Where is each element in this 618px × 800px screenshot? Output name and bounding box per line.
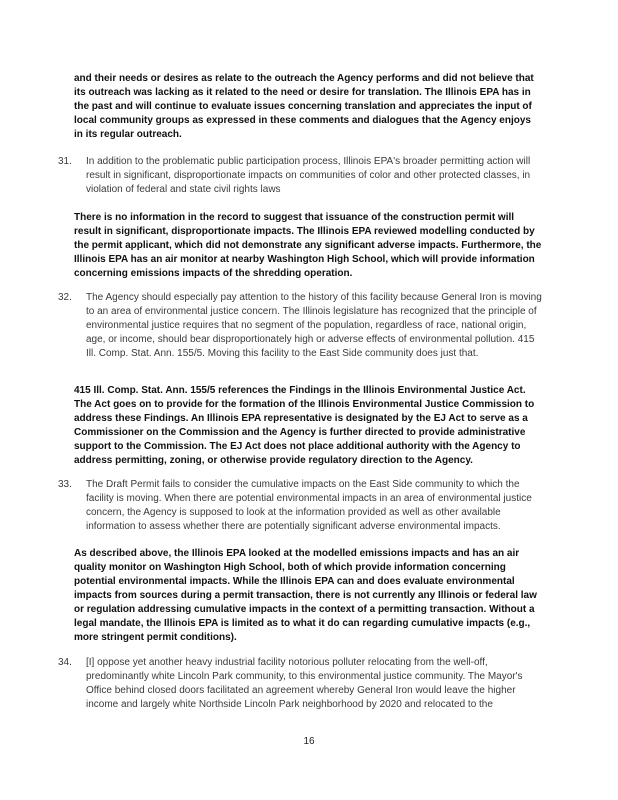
comment-33: The Draft Permit fails to consider the cumulative impacts on the East Side community to which the facility is moving. When there are potential environmental impacts in an area of environmental justice concern, the Agency is supposed to look at the information provided as well as other available information to assess whether there are potentially significant adverse environmental impacts. <box>86 479 532 532</box>
comment-31: In addition to the problematic public participation process, Illinois EPA's broader permitting action will result in significant, disproportionate impacts on communities of color and other protected classes, in violation of federal and state civil rights laws <box>86 156 531 195</box>
page-number: 16 <box>303 736 315 747</box>
item-number-32: 32. <box>58 292 72 303</box>
item-number-31: 31. <box>58 156 72 167</box>
item-number-34: 34. <box>58 657 72 668</box>
response-33: As described above, the Illinois EPA looked at the modelled emissions impacts and has an air quality monitor on Washington High School, both of which provide information concerning potential environmental impacts. While the Illinois EPA can and does evaluate environmental impacts from sources during a permit transaction, there is not currently any Illinois or federal law or regulation addressing cumulative impacts in the context of a permitting transaction. Without a legal mandate, the Illinois EPA is limited as to what it do can regarding cumulative impacts (e.g., more stringent permit conditions). <box>74 548 537 643</box>
response-31: There is no information in the record to suggest that issuance of the construction permit will result in significant, disproportionate impacts. The Illinois EPA reviewed modelling conducted by the permit applicant, which did not demonstrate any significant adverse impacts. Furthermore, the Illinois EPA has an air monitor at nearby Washington High School, which will provide information concerning emissions impacts of the shredding operation. <box>74 212 542 279</box>
response-32: 415 Ill. Comp. Stat. Ann. 155/5 references the Findings in the Illinois Environmental Justice Act. The Act goes on to provide for the formation of the Illinois Environmental Justice Commission to address these Findings. An Illinois EPA representative is designated by the EJ Act to serve as a Commissioner on the Commission and the Agency is further directed to provide administrative support to the Commission. The EJ Act does not place additional authority with the Agency to address permitting, zoning, or otherwise provide regulatory direction to the Agency. <box>74 385 535 466</box>
response-continuation: and their needs or desires as relate to the outreach the Agency performs and did not believe that its outreach was lacking as it related to the need or desire for translation. The Illinois EPA has in the past and will continue to evaluate issues concerning translation and appreciates the input of local community groups as expressed in these comments and dialogues that the Agency enjoys in its regular outreach. <box>74 73 534 140</box>
item-number-33: 33. <box>58 479 72 490</box>
comment-34: [I] oppose yet another heavy industrial facility notorious polluter relocating from the well-off, predominantly white Lincoln Park community, to this environmental justice community. The Mayor's Office behind closed doors facilitated an agreement whereby General Iron would leave the higher income and largely white Northside Lincoln Park neighborhood by 2020 and relocated to the <box>86 657 523 710</box>
comment-32: The Agency should especially pay attention to the history of this facility because General Iron is moving to an area of environmental justice concern. The Illinois legislature has recognized that the principle of environmental justice requires that no segment of the population, regardless of race, national origin, age, or income, should bear disproportionately high or adverse effects of environmental pollution. 415 Ill. Comp. Stat. Ann. 155/5. Moving this facility to the East Side community does just that. <box>86 292 542 359</box>
